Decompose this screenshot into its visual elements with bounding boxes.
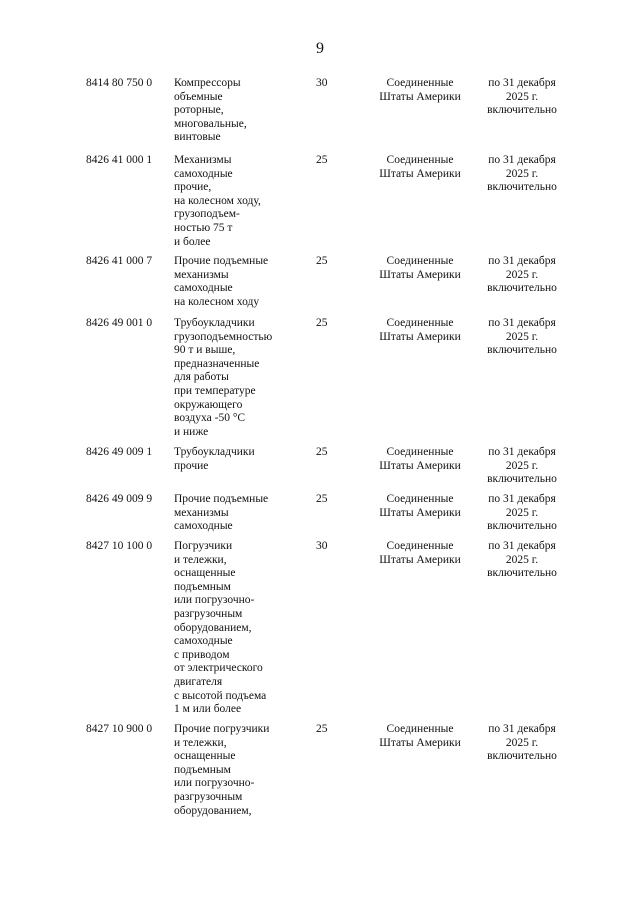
description-line: подъемным <box>174 763 231 776</box>
description-line: самоходные <box>174 635 233 648</box>
validity-term <box>476 317 568 358</box>
term-line: по 31 декабря <box>488 723 556 735</box>
tariff-table <box>0 77 640 823</box>
duty-rate: 25 <box>316 317 328 329</box>
country <box>370 255 470 282</box>
description-line: с высотой подъема <box>174 689 267 702</box>
product-description <box>174 317 284 439</box>
product-description <box>174 723 284 818</box>
description-line: для работы <box>174 371 229 384</box>
country-line: Штаты Америки <box>379 268 461 281</box>
description-line: самоходные <box>174 282 233 295</box>
description-line: механизмы <box>174 506 229 519</box>
duty-rate: 25 <box>316 255 328 267</box>
table-row <box>0 493 640 540</box>
term-line: по 31 декабря <box>488 77 556 89</box>
description-line: предназначенные <box>174 357 260 370</box>
term-line: 2025 г. <box>505 459 539 472</box>
term-line: 2025 г. <box>505 553 539 566</box>
term-line: 2025 г. <box>505 268 539 281</box>
tnved-code: 8427 10 900 0 <box>86 723 153 735</box>
duty-rate: 25 <box>316 493 328 505</box>
term-line: 2025 г. <box>505 506 539 519</box>
description-line: Прочие подъемные <box>174 493 269 505</box>
description-line: прочие <box>174 459 209 472</box>
description-line: окружающего <box>174 398 243 411</box>
description-line: оборудованием, <box>174 621 252 634</box>
description-line: воздуха -50 °С <box>174 412 246 425</box>
tnved-code: 8427 10 100 0 <box>86 540 153 552</box>
description-line: Прочие погрузчики <box>174 723 270 735</box>
country <box>370 493 470 520</box>
description-line: двигателя <box>174 675 223 688</box>
validity-term <box>476 540 568 581</box>
table-row <box>0 446 640 493</box>
duty-rate: 30 <box>316 540 328 552</box>
country-line: Соединенные <box>386 317 454 329</box>
term-line: 2025 г. <box>505 167 539 180</box>
validity-term <box>476 255 568 296</box>
description-line: роторные, <box>174 104 224 117</box>
term-line: включительно <box>487 181 557 194</box>
country-line: Штаты Америки <box>379 553 461 566</box>
description-line: ностью 75 т <box>174 221 233 234</box>
description-line: от электрического <box>174 662 263 675</box>
term-line: по 31 декабря <box>488 493 556 505</box>
description-line: прочие, <box>174 181 212 194</box>
country-line: Соединенные <box>386 255 454 267</box>
duty-rate: 25 <box>316 446 328 458</box>
table-row <box>0 540 640 723</box>
term-line: включительно <box>487 750 557 763</box>
description-line: Компрессоры <box>174 77 241 89</box>
term-line: включительно <box>487 520 557 533</box>
description-line: подъемным <box>174 580 231 593</box>
table-row <box>0 154 640 255</box>
page-number: 9 <box>316 40 324 57</box>
validity-term <box>476 77 568 118</box>
term-line: включительно <box>487 282 557 295</box>
country-line: Штаты Америки <box>379 459 461 472</box>
country <box>370 540 470 567</box>
description-line: механизмы <box>174 268 229 281</box>
table-row <box>0 77 640 154</box>
country-line: Штаты Америки <box>379 506 461 519</box>
product-description <box>174 493 284 534</box>
term-line: 2025 г. <box>505 90 539 103</box>
description-line: или погрузочно- <box>174 594 255 607</box>
term-line: включительно <box>487 567 557 580</box>
term-line: 2025 г. <box>505 330 539 343</box>
duty-rate: 25 <box>316 154 328 166</box>
tnved-code: 8426 49 009 1 <box>86 446 153 458</box>
term-line: включительно <box>487 104 557 117</box>
description-line: или погрузочно- <box>174 777 255 790</box>
product-description <box>174 154 284 249</box>
description-line: и ниже <box>174 425 209 438</box>
duty-rate: 25 <box>316 723 328 735</box>
country-line: Соединенные <box>386 723 454 735</box>
description-line: самоходные <box>174 167 233 180</box>
description-line: на колесном ходу <box>174 295 260 308</box>
description-line: на колесном ходу, <box>174 194 261 207</box>
description-line: объемные <box>174 90 223 103</box>
description-line: многовальные, <box>174 117 247 130</box>
description-line: и тележки, <box>174 553 227 566</box>
tnved-code: 8426 49 009 9 <box>86 493 153 505</box>
description-line: разгрузочным <box>174 790 243 803</box>
description-line: самоходные <box>174 520 233 533</box>
description-line: и тележки, <box>174 736 227 749</box>
tnved-code: 8426 49 001 0 <box>86 317 153 329</box>
description-line: и более <box>174 235 211 248</box>
product-description <box>174 77 284 145</box>
term-line: по 31 декабря <box>488 255 556 267</box>
description-line: 1 м или более <box>174 703 242 716</box>
country-line: Штаты Америки <box>379 90 461 103</box>
description-line: разгрузочным <box>174 607 243 620</box>
country-line: Штаты Америки <box>379 167 461 180</box>
country <box>370 446 470 473</box>
duty-rate: 30 <box>316 77 328 89</box>
description-line: Трубоукладчики <box>174 446 255 458</box>
validity-term <box>476 493 568 534</box>
description-line: винтовые <box>174 131 221 144</box>
table-row <box>0 255 640 317</box>
country-line: Соединенные <box>386 154 454 166</box>
term-line: включительно <box>487 473 557 486</box>
description-line: Погрузчики <box>174 540 233 552</box>
description-line: оснащенные <box>174 750 236 763</box>
term-line: по 31 декабря <box>488 317 556 329</box>
country <box>370 317 470 344</box>
description-line: с приводом <box>174 648 230 661</box>
tnved-code: 8426 41 000 7 <box>86 255 153 267</box>
description-line: Прочие подъемные <box>174 255 269 267</box>
description-line: при температуре <box>174 384 256 397</box>
validity-term <box>476 723 568 764</box>
description-line: 90 т и выше, <box>174 344 236 357</box>
term-line: по 31 декабря <box>488 446 556 458</box>
description-line: грузоподъем- <box>174 208 240 221</box>
table-row <box>0 723 640 823</box>
country <box>370 77 470 104</box>
description-line: Трубоукладчики <box>174 317 255 329</box>
product-description <box>174 540 284 717</box>
term-line: по 31 декабря <box>488 154 556 166</box>
validity-term <box>476 446 568 487</box>
table-row <box>0 317 640 446</box>
country-line: Соединенные <box>386 446 454 458</box>
country <box>370 723 470 750</box>
product-description <box>174 255 284 309</box>
country-line: Соединенные <box>386 77 454 89</box>
country-line: Соединенные <box>386 540 454 552</box>
country-line: Штаты Америки <box>379 330 461 343</box>
description-line: оборудованием, <box>174 804 252 817</box>
tnved-code: 8414 80 750 0 <box>86 77 153 89</box>
description-line: оснащенные <box>174 567 236 580</box>
country-line: Соединенные <box>386 493 454 505</box>
tnved-code: 8426 41 000 1 <box>86 154 153 166</box>
description-line: Механизмы <box>174 154 232 166</box>
term-line: включительно <box>487 344 557 357</box>
term-line: по 31 декабря <box>488 540 556 552</box>
description-line: грузоподъемностью <box>174 330 273 343</box>
country-line: Штаты Америки <box>379 736 461 749</box>
term-line: 2025 г. <box>505 736 539 749</box>
validity-term <box>476 154 568 195</box>
country <box>370 154 470 181</box>
product-description <box>174 446 284 473</box>
